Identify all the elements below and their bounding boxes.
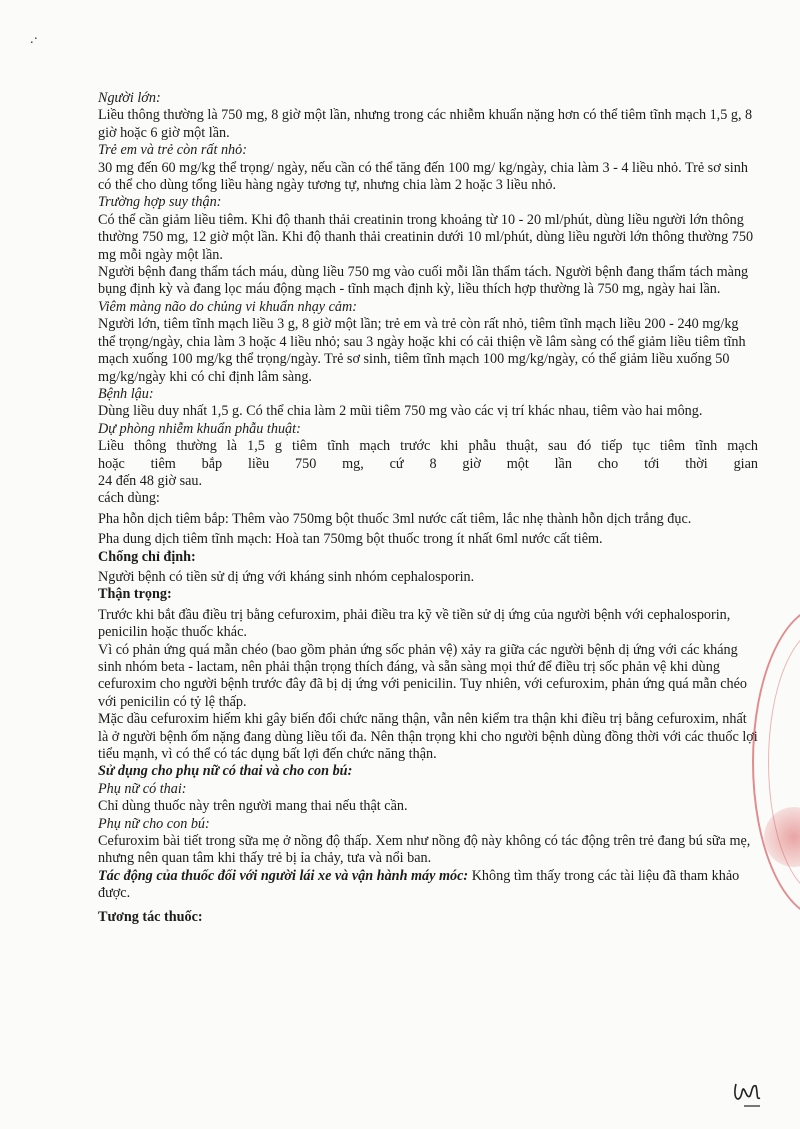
subsection-heading: Bệnh lậu: (98, 385, 154, 402)
subsection-heading: Dự phòng nhiễm khuẩn phẫu thuật: (98, 420, 301, 437)
paragraph: hoặc tiêm bắp liều 750 mg, cứ 8 giờ một lần cho tới thời gian (98, 455, 758, 472)
document-body (98, 90, 758, 926)
subsection-heading: Trường hợp suy thận: (98, 194, 222, 211)
paragraph: Liều thông thường là 750 mg, 8 giờ một lần, nhưng trong các nhiễm khuẩn nặng hơn có thể tiêm tĩnh mạch 1,5 g, 8 giờ hoặc 6 giờ một lần. (98, 107, 753, 141)
corner-mark: .· (30, 32, 39, 47)
paragraph: Mặc dầu cefuroxim hiếm khi gây biến đổi chức năng thận, vẫn nên kiểm tra thận khi điều trị bằng cefuroxim, nhất là ở người bệnh ốm nặng đang dùng liều tối đa. Nên thận trọng khi cho người bệnh dùng đồng thời với các thuốc lợi tiểu mạnh, vì có thể có tác dụng bất lợi đến chức năng thận. (98, 711, 758, 763)
paragraph: Chỉ dùng thuốc này trên người mang thai nếu thật cần. (98, 798, 408, 815)
paragraph: Trước khi bắt đầu điều trị bằng cefuroxim, phải điều tra kỹ về tiền sử dị ứng của người bệnh với cephalosporin, penicilin hoặc thuốc khác. (98, 606, 731, 641)
red-stamp-seal (752, 605, 800, 919)
paragraph: cách dùng: (98, 490, 160, 507)
section-heading: Chống chỉ định: (98, 548, 196, 565)
paragraph: Người bệnh đang thẩm tách máu, dùng liều 750 mg vào cuối mỗi lần thẩm tách. Người bệnh đang thẩm tách màng bụng định kỳ và đang lọc máu động mạch - tĩnh mạch định kỳ, liều thích hợp thường là 750 mg, ngày hai lần. (98, 264, 749, 298)
subsection-heading: Người lớn: (98, 90, 161, 106)
section-heading: Thận trọng: (98, 586, 172, 603)
subsection-heading: Viêm màng não do chủng vi khuẩn nhạy cảm: (98, 298, 357, 315)
machinery-paragraph (98, 868, 758, 903)
subsection-heading: Phụ nữ cho con bú: (98, 815, 210, 832)
section-heading: Sử dụng cho phụ nữ có thai và cho con bú: (98, 763, 353, 780)
paragraph: Dùng liều duy nhất 1,5 g. Có thể chia làm 2 mũi tiêm 750 mg vào các vị trí khác nhau, tiêm vào hai mông. (98, 403, 703, 420)
paragraph: 30 mg đến 60 mg/kg thể trọng/ ngày, nếu cần có thể tăng đến 100 mg/ kg/ngày, chia làm 3 - 4 liều nhỏ. Trẻ sơ sinh có thể cho dùng tổng liều hàng ngày tương tự, nhưng chia làm 2 hoặc 3 liều nhỏ. (98, 159, 748, 194)
paragraph: Có thể cần giảm liều tiêm. Khi độ thanh thải creatinin trong khoảng từ 10 - 20 ml/phút, dùng liều người lớn thông thường 750 mg, 12 giờ một lần. Khi độ thanh thải creatinin dưới 10 ml/phút, dùng liều người lớn thông thường 750 mg mỗi ngày một lần. (98, 211, 754, 263)
paragraph: Liều thông thường là 1,5 g tiêm tĩnh mạch trước khi phẫu thuật, sau đó tiếp tục tiêm tĩnh mạch (98, 438, 758, 455)
content-lines (98, 90, 758, 868)
paragraph: Cefuroxim bài tiết trong sữa mẹ ở nồng độ thấp. Xem như nồng độ này không có tác động trên trẻ đang bú sữa mẹ, nhưng nên quan tâm khi thấy trẻ bị ỉa chảy, tưa và nổi ban. (98, 833, 751, 867)
handwritten-initials (730, 1070, 770, 1110)
paragraph: Pha hỗn dịch tiêm bắp: Thêm vào 750mg bột thuốc 3ml nước cất tiêm, lắc nhẹ thành hỗn dịch trắng đục. (98, 510, 692, 527)
paragraph: Vì có phản ứng quá mẫn chéo (bao gồm phản ứng sốc phản vệ) xảy ra giữa các người bệnh dị ứng với các kháng sinh nhóm beta - lactam, nên phải thận trọng thích đáng, và sẵn sàng mọi thứ để điều trị sốc phản vệ khi dùng cefuroxim cho người bệnh trước đây đã bị dị ứng với penicilin. Tuy nhiên, với cefuroxim, phản ứng quá mẫn chéo với penicilin có tỷ lệ thấp. (98, 641, 748, 710)
interactions-heading: Tương tác thuốc: (98, 908, 203, 925)
paragraph: 24 đến 48 giờ sau. (98, 472, 203, 489)
paragraph: Người bệnh có tiền sử dị ứng với kháng sinh nhóm cephalosporin. (98, 568, 475, 585)
machinery-text: Không tìm thấy trong các tài liệu đã tham khảo được. (98, 867, 740, 902)
subsection-heading: Trẻ em và trẻ còn rất nhỏ: (98, 142, 247, 159)
paragraph: Người lớn, tiêm tĩnh mạch liều 3 g, 8 giờ một lần; trẻ em và trẻ còn rất nhỏ, tiêm tĩnh mạch liều 200 - 240 mg/kg thể trọng/ngày, chia làm 3 hoặc 4 liều nhỏ; sau 3 ngày hoặc khi có cải thiện về lâm sàng có thể giảm liều tiêm tĩnh mạch xuống 100 mg/kg thể trọng/ngày. Trẻ sơ sinh, tiêm tĩnh mạch 100 mg/kg/ngày, có thể giảm liều xuống 50 mg/kg/ngày khi có chỉ định lâm sàng. (98, 316, 746, 385)
stamp-emblem (764, 807, 800, 867)
paragraph: Pha dung dịch tiêm tĩnh mạch: Hoà tan 750mg bột thuốc trong ít nhất 6ml nước cất tiêm. (98, 531, 603, 548)
machinery-heading: Tác động của thuốc đối với người lái xe và vận hành máy móc: (98, 867, 469, 884)
subsection-heading: Phụ nữ có thai: (98, 780, 187, 797)
